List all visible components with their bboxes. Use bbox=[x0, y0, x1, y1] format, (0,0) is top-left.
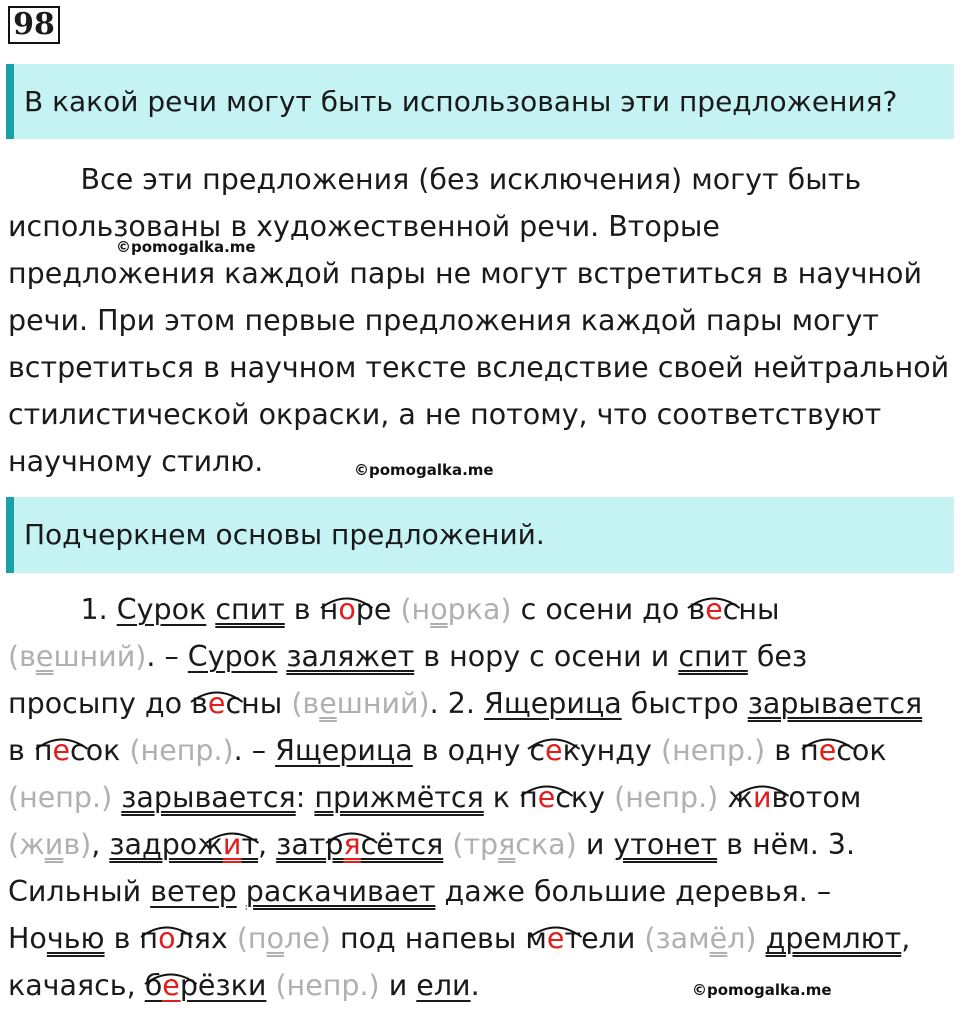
answer-paragraph bbox=[8, 156, 954, 485]
predicate: т bbox=[241, 828, 259, 861]
text-segment: в п bbox=[8, 734, 53, 767]
text-segment bbox=[757, 922, 766, 955]
text-segment: быстро bbox=[621, 687, 748, 720]
check-word: шний) bbox=[53, 640, 147, 673]
check-word: ё bbox=[709, 922, 728, 955]
text-segment: , bbox=[901, 922, 911, 955]
text-segment bbox=[443, 828, 452, 861]
check-word: в) bbox=[63, 828, 92, 861]
check-word: (непр.) bbox=[129, 734, 234, 767]
check-word: (н bbox=[400, 593, 431, 626]
stressed-vowel: и bbox=[222, 828, 242, 861]
predicate: заляжет bbox=[286, 640, 415, 673]
text-segment: в нору с осени и bbox=[414, 640, 679, 673]
stressed-vowel: е bbox=[162, 969, 180, 1002]
answer-line: речи. При этом первые предложения каждой пары могут bbox=[8, 304, 879, 337]
check-word: е bbox=[319, 687, 337, 720]
check-word: (в bbox=[8, 640, 36, 673]
check-word: (тр bbox=[452, 828, 499, 861]
predicate: задрож bbox=[109, 828, 223, 861]
sentence-line bbox=[8, 868, 954, 915]
watermark: ©pomogalka.me bbox=[692, 981, 832, 999]
text-segment: , bbox=[258, 828, 277, 861]
text-segment: под напевы м bbox=[330, 922, 547, 955]
check-word: (непр.) bbox=[660, 734, 766, 767]
text-segment: сны bbox=[722, 593, 780, 626]
check-word: л) bbox=[727, 922, 757, 955]
sentence-line bbox=[8, 680, 954, 727]
subject: Сурок bbox=[187, 640, 278, 673]
predicate: спит bbox=[215, 593, 285, 626]
subject: б bbox=[144, 969, 163, 1002]
text-segment: качаясь, bbox=[8, 969, 145, 1002]
question-text: В какой речи могут быть использованы эти предложения? bbox=[24, 84, 898, 118]
stressed-vowel: е bbox=[818, 734, 837, 767]
check-word: шний) bbox=[336, 687, 430, 720]
check-word: (ж bbox=[8, 828, 45, 861]
text-segment: : bbox=[295, 781, 315, 814]
text-segment: . bbox=[470, 969, 480, 1002]
text-segment: Но bbox=[8, 922, 47, 955]
predicate: затр bbox=[276, 828, 344, 861]
check-word: (зам bbox=[644, 922, 710, 955]
predicate: зарывается bbox=[747, 687, 923, 720]
stressed-vowel: е bbox=[546, 922, 565, 955]
subject: Сурок bbox=[116, 593, 207, 626]
check-word: о bbox=[266, 922, 285, 955]
predicate: спит bbox=[678, 640, 748, 673]
question-banner bbox=[6, 64, 954, 139]
text-segment: в одну с bbox=[412, 734, 546, 767]
predicate: сётся bbox=[360, 828, 444, 861]
text-segment: . 2. bbox=[429, 687, 485, 720]
answer-line: Все эти предложения (без исключения) могут быть bbox=[8, 163, 862, 196]
text-segment bbox=[112, 781, 121, 814]
answer-line: предложения каждой пары не могут встретиться в научной bbox=[8, 257, 923, 290]
stressed-vowel: и bbox=[753, 781, 772, 814]
text-segment: к п bbox=[483, 781, 538, 814]
predicate: зарывается bbox=[121, 781, 296, 814]
subject: Ящерица bbox=[275, 734, 413, 767]
predicate: дремлют bbox=[765, 922, 902, 955]
stressed-vowel: е bbox=[705, 593, 723, 626]
watermark: ©pomogalka.me bbox=[354, 461, 494, 479]
text-segment: с осени до в bbox=[511, 593, 706, 626]
task-heading: Подчеркнем основы предложений. bbox=[24, 518, 545, 551]
subject: ветер bbox=[150, 875, 237, 908]
sentence-line bbox=[8, 633, 954, 680]
answer-line: использованы в художественной речи. Вторые bbox=[8, 210, 720, 243]
task-banner bbox=[6, 497, 954, 573]
stressed-vowel: е bbox=[207, 687, 226, 720]
subject: ели bbox=[416, 969, 471, 1002]
sentences-paragraph bbox=[8, 586, 954, 1009]
subject: рёзки bbox=[179, 969, 267, 1002]
text-segment: сны bbox=[225, 687, 292, 720]
check-word: и bbox=[44, 828, 64, 861]
text-segment: . – bbox=[233, 734, 276, 767]
check-word: рка) bbox=[447, 593, 512, 626]
text-segment: сок bbox=[70, 734, 130, 767]
check-word: о bbox=[430, 593, 448, 626]
text-segment: , bbox=[91, 828, 110, 861]
text-segment: ску bbox=[555, 781, 615, 814]
predicate: чью bbox=[46, 922, 105, 955]
text-segment: кунду bbox=[562, 734, 661, 767]
text-segment: ж bbox=[718, 781, 754, 814]
text-segment: просыпу до в bbox=[8, 687, 208, 720]
check-word: е bbox=[35, 640, 54, 673]
task-number: 98 bbox=[8, 6, 60, 44]
answer-line: встретиться в научном тексте вследствие своей нейтральной bbox=[8, 351, 950, 384]
text-segment: сок bbox=[836, 734, 887, 767]
sentence-line bbox=[8, 727, 954, 774]
check-word: ле) bbox=[284, 922, 331, 955]
text-segment: ре bbox=[355, 593, 401, 626]
text-segment: и bbox=[379, 969, 417, 1002]
watermark: ©pomogalka.me bbox=[116, 238, 256, 256]
check-word: (непр.) bbox=[8, 781, 113, 814]
text-segment: в нём. 3. bbox=[717, 828, 856, 861]
text-segment: без bbox=[747, 640, 808, 673]
stressed-vowel: о bbox=[158, 922, 176, 955]
text-segment: в п bbox=[104, 922, 159, 955]
sentence-line bbox=[8, 586, 954, 633]
predicate: раскачивает bbox=[245, 875, 436, 908]
check-word: (в bbox=[291, 687, 320, 720]
text-segment: и bbox=[576, 828, 614, 861]
stressed-vowel: е bbox=[537, 781, 556, 814]
text-segment: вотом bbox=[771, 781, 862, 814]
text-segment bbox=[206, 593, 215, 626]
stressed-vowel: е bbox=[52, 734, 71, 767]
check-word: ска) bbox=[515, 828, 577, 861]
predicate: прижмётся bbox=[314, 781, 484, 814]
text-segment: Сильный bbox=[8, 875, 151, 908]
check-word: (п bbox=[236, 922, 267, 955]
stressed-vowel: я bbox=[343, 828, 361, 861]
check-word: (непр.) bbox=[614, 781, 719, 814]
sentence-line bbox=[8, 774, 954, 821]
check-word: я bbox=[498, 828, 516, 861]
text-segment: тели bbox=[564, 922, 645, 955]
check-word: (непр.) bbox=[275, 969, 380, 1002]
sentence-line bbox=[8, 821, 954, 868]
predicate: утонет bbox=[613, 828, 718, 861]
answer-line: научному стилю. bbox=[8, 445, 264, 478]
text-segment: даже большие деревья. – bbox=[435, 875, 832, 908]
subject: Ящерица bbox=[484, 687, 622, 720]
text-segment: 1. bbox=[8, 593, 117, 626]
text-segment bbox=[237, 875, 246, 908]
answer-line: стилистической окраски, а не потому, что соответствуют bbox=[8, 398, 882, 431]
text-segment: в н bbox=[284, 593, 339, 626]
stressed-vowel: е bbox=[545, 734, 563, 767]
text-segment: в п bbox=[765, 734, 819, 767]
text-segment: . – bbox=[146, 640, 188, 673]
text-segment: лях bbox=[175, 922, 237, 955]
stressed-vowel: о bbox=[338, 593, 356, 626]
sentence-line bbox=[8, 915, 954, 962]
